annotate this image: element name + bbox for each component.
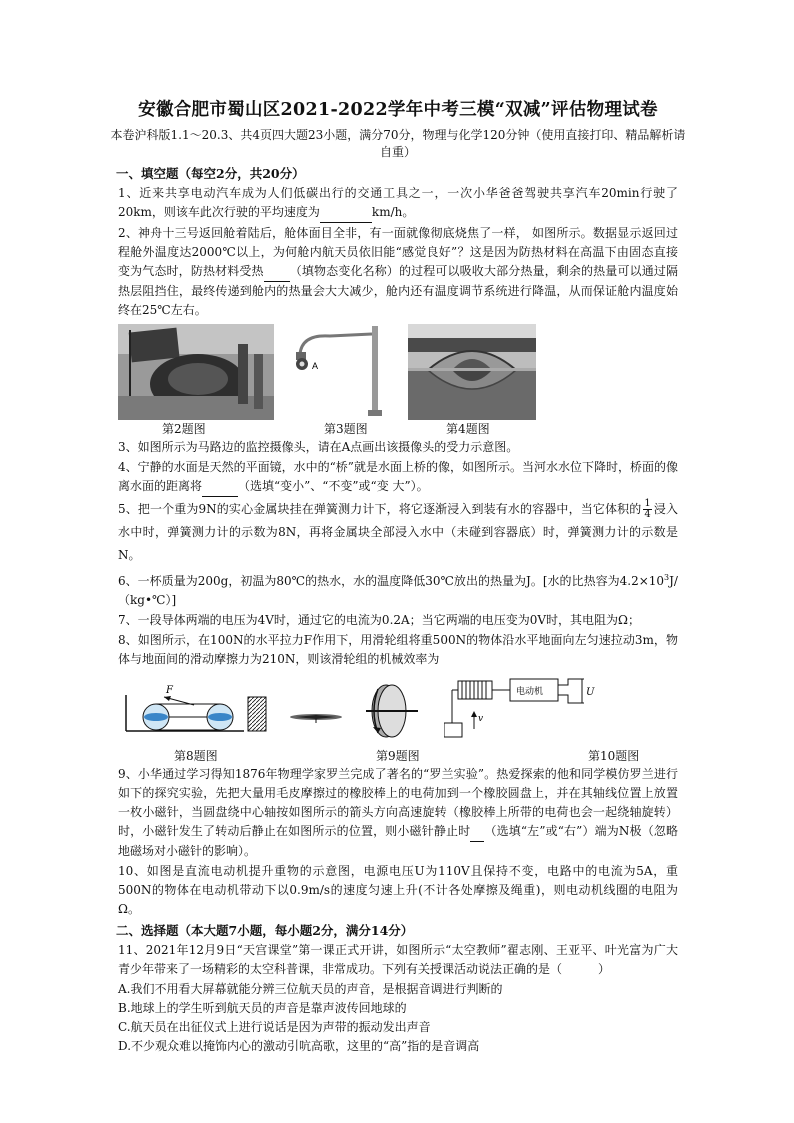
- q11-option-b: B.地球上的学生听到航天员的声音是靠声波传回地球的: [118, 1001, 407, 1015]
- question-11: 11、2021年12月9日“天宫课堂”第一课正式开讲，如图所示“太空教师”翟志刚、王亚平、叶光富为广大青少年带来了一场精彩的太空科普课，非常成功。下列有关授课活动说法正确的是（ ）: [118, 943, 678, 976]
- caption-row-2-4: [118, 420, 678, 438]
- figure-2-capsule-photo: [118, 324, 274, 420]
- figure-9-magnet-needle: [286, 675, 346, 739]
- figure-4-bridge-photo: [408, 324, 536, 420]
- question-5: 5、把一个重为9N的实心金属块挂在弹簧测力计下，将它逐渐浸入到装有水的容器中，当它体积的 $\frac{1}{4}$ 浸入水中时，弹簧测力计的示数为8N，再将金属块全部浸入水中（未碰到容器底）时，弹簧测力计的示数是N。: [118, 498, 678, 562]
- question-4: 4、宁静的水面是天然的平面镜，水中的“桥”就是水面上桥的像，如图所示。当河水水位下降时，桥面的像离水面的距离将 （选填“变小”、“不变”或“变 大”）。: [118, 458, 678, 497]
- answer-blank: [264, 262, 290, 282]
- figure-9-rotating-disk: [356, 675, 426, 739]
- question-2: 2、神舟十三号返回舱着陆后，舱体面目全非，有一面就像彻底烧焦了一样， 如图所示。数据显示返回过程舱外温度达2000℃以上，为何舱内航天员依旧能“感觉良好”？这是因为防热材料在高温下由固态直接变为气态时，防热材料受热 （填物态变化名称）的过程可以吸收大部分热量，剩余的热量可以通过隔热层阻挡住，最终传递到舱内的热量会大大减少，舱内还有温度调节系统进行降温，从而保证舱内温度始终在25℃左右。: [118, 226, 678, 317]
- question-3: 3、如图所示为马路边的监控摄像头，请在A点画出该摄像头的受力示意图。: [118, 440, 519, 454]
- figure-row-8-10: [118, 675, 678, 747]
- exam-title: 安徽合肥市蜀山区2021-2022学年中考三模“双减”评估物理试卷: [138, 100, 658, 120]
- answer-blank: [320, 203, 372, 223]
- figure-3-camera: [290, 324, 390, 420]
- motor-label: 电动机: [516, 686, 544, 696]
- caption-row-8-10: [118, 747, 678, 765]
- question-8: 8、如图所示，在100N的水平拉力F作用下，用滑轮组将重500N的物体沿水平地面向左匀速拉动3m，物体与地面间的滑动摩擦力为210N，则该滑轮组的机械效率为: [118, 633, 678, 666]
- q11-option-c: C.航天员在出征仪式上进行说话是因为声带的振动发出声音: [118, 1020, 431, 1034]
- question-1: 1、近来共享电动汽车成为人们低碳出行的交通工具之一，一次小华爸爸驾驶共享汽车20min行驶了20km，则该车此次行驶的平均速度为 km/h。: [118, 184, 678, 223]
- figure-8-pulley: [124, 675, 274, 739]
- question-10: 10、如图是直流电动机提升重物的示意图，电源电压U为110V且保持不变，电路中的电流为5A，重500N的物体在电动机带动下以0.9m/s的速度匀速上升(不计各处摩擦及绳重)，则电动机线圈的电阻为Ω。: [118, 864, 678, 916]
- section-2-heading: 二、选择题（本大题7小题，每小题2分，满分14分）: [116, 923, 414, 938]
- answer-blank: [202, 477, 238, 497]
- caption-fig-9: 第9题图: [376, 749, 420, 763]
- point-a-label: A: [312, 361, 319, 371]
- velocity-v-label: v: [478, 714, 484, 724]
- caption-fig-8: 第8题图: [174, 749, 218, 763]
- q11-option-d: D.不少观众难以掩饰内心的激动引吭高歌，这里的“高”指的是音调高: [118, 1039, 480, 1053]
- caption-fig-3: 第3题图: [324, 422, 368, 436]
- voltage-u-label: U: [586, 687, 595, 698]
- section-1-heading: 一、填空题（每空2分，共20分）: [116, 166, 305, 181]
- question-7: 7、一段导体两端的电压为4V时，通过它的电流为0.2A；当它两端的电压变为0V时，其电阻为Ω；: [118, 613, 640, 627]
- force-f-label: F: [166, 685, 173, 696]
- question-6: 6、一杯质量为200g，初温为80℃的热水，水的温度降低30℃放出的热量为J。[水的比热容为$4.2\times 10^3J/(kg•℃)$]: [118, 573, 678, 607]
- fraction-one-quarter: $\frac{1}{4}$: [644, 498, 651, 520]
- caption-fig-10: 第10题图: [588, 749, 640, 763]
- caption-fig-2: 第2题图: [162, 422, 206, 436]
- answer-blank: [470, 822, 484, 842]
- figure-row-2-4: [118, 324, 678, 420]
- question-9: 9、小华通过学习得知1876年物理学家罗兰完成了著名的“罗兰实验”。热爱探索的他和同学模仿罗兰进行如下的探究实验，先把大量用毛皮摩擦过的橡胶棒上的电荷加到一个橡胶圆盘上，并在其轴线位置上放置一枚小磁针，当圆盘绕中心轴按如图所示的箭头方向高速旋转（橡胶棒上所带的电荷也会一起绕轴旋转）时，小磁针发生了转动后静止在如图所示的位置，则小磁针静止时 （选填“左”或“右”）端为N极（忽略地磁场对小磁针的影响）。: [118, 767, 678, 858]
- q11-option-a: A.我们不用看大屏幕就能分辨三位航天员的声音，是根据音调进行判断的: [118, 982, 503, 996]
- caption-fig-4: 第4题图: [446, 422, 490, 436]
- exam-subtitle: 本卷沪科版1.1～20.3、共4页四大题23小题，满分70分，物理与化学120分钟（使用直接打印、精品解析请自重）: [110, 128, 686, 159]
- figure-10-motor-circuit: [444, 675, 604, 747]
- exam-page: [110, 96, 686, 1056]
